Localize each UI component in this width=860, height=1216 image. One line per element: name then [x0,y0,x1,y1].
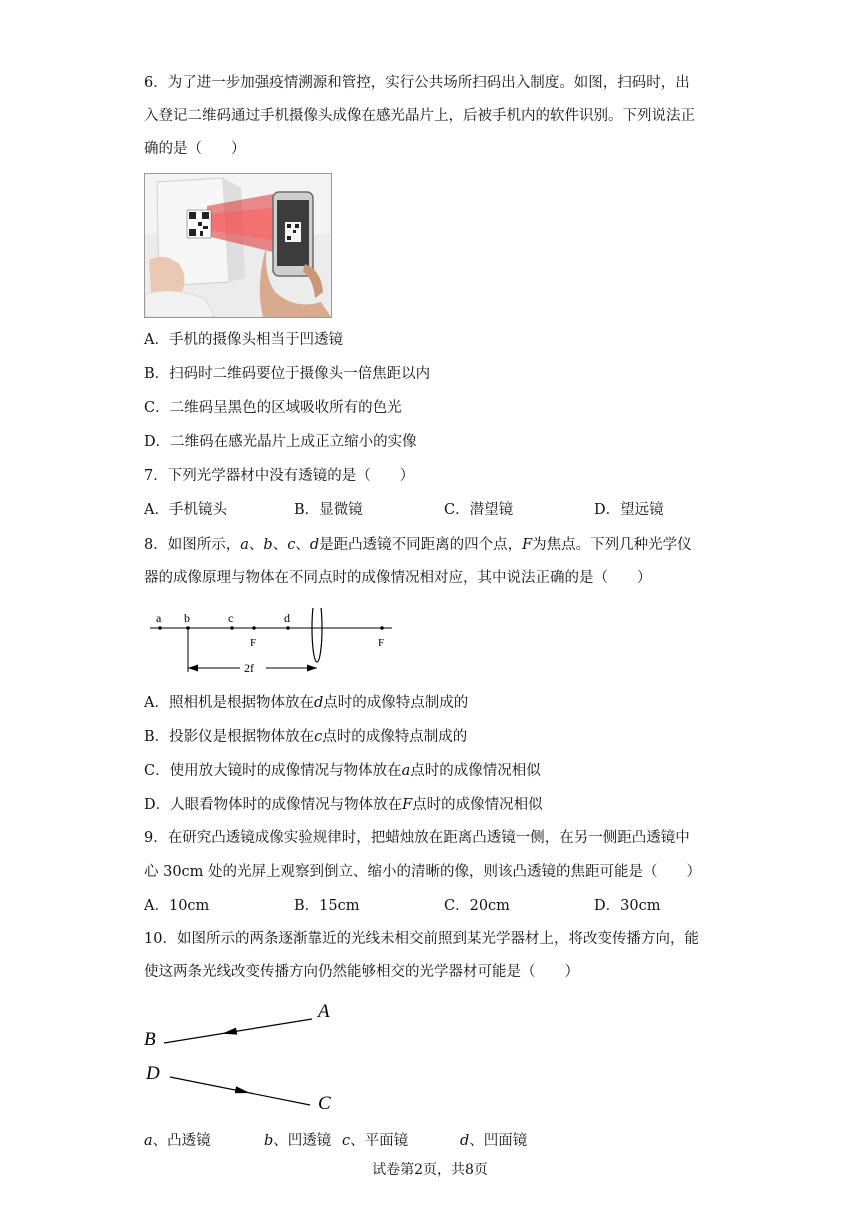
q10-choice-d [460,1131,527,1151]
point-label-F-right: F [378,637,385,649]
qr-scan-illustration [145,174,331,317]
q6-option-d: D．二维码在感光晶片上成正立缩小的实像 [144,434,417,450]
q8-stem-line-1 [144,535,692,555]
q6-stem-line-1: 6．为了进一步加强疫情溯源和管控，实行公共场所扫码出入制度。如图，扫码时，出 [144,75,690,91]
q7-stem: 7．下列光学器材中没有透镜的是（ ） [144,468,415,484]
q10-choice-c-var: c [342,1133,351,1149]
ray-label-D: D [146,1063,160,1084]
q7-option-a: A．手机镜头 [144,502,227,518]
q10-stem-line-1: 10．如图所示的两条逐渐靠近的光线未相交前照到某光学器材上，将改变传播方向，能 [144,931,699,947]
q10-choice-a-var: a [144,1133,153,1149]
lens-points-diagram [144,608,404,688]
point-label-c: c [228,611,234,625]
q8-option-d [144,795,543,815]
qr-scan-photo [144,173,332,318]
lens-diagram-svg [144,608,404,688]
q8-sep-1: 、 [248,537,264,553]
q8-option-d-var: F [402,797,413,813]
q8-var-d: d [309,537,320,553]
q8-option-d-post: 点时的成像情况相似 [412,797,543,813]
q8-option-a [144,693,468,713]
q8-option-b [144,727,467,747]
point-label-d: d [284,611,290,625]
converging-rays-diagram [140,995,340,1117]
q10-choice-c [342,1131,408,1151]
q8-option-b-post: 点时的成像特点制成的 [322,729,468,745]
q8-option-c [144,761,541,781]
q10-stem-line-2: 使这两条光线改变传播方向仍然能够相交的光学器材可能是（ ） [144,964,579,980]
point-label-F-left: F [250,637,257,649]
ray-label-A: A [318,1001,330,1022]
q9-option-a: A．10cm [144,898,210,914]
q9-option-c: C．20cm [444,898,510,914]
q8-var-a: a [240,537,249,553]
q8-option-b-var: c [314,729,323,745]
q10-choice-b-text: 、凹透镜 [273,1133,332,1149]
q8-option-a-pre: A．照相机是根据物体放在 [144,695,314,711]
q8-option-c-pre: C．使用放大镜时的成像情况与物体放在 [144,763,402,779]
q8-option-c-var: a [401,763,411,779]
q7-option-b: B．显微镜 [294,502,363,518]
q6-option-b: B．扫码时二维码要位于摄像头一倍焦距以内 [144,366,431,382]
q8-stem-text-1: 8．如图所示， [144,537,241,553]
q10-choice-c-text: 、平面镜 [350,1133,409,1149]
q8-option-a-var: d [313,695,324,711]
q10-choice-d-var: d [460,1133,470,1149]
q8-stem-text-3: 为焦点。下列几种光学仪 [532,537,692,553]
q8-sep-2: 、 [272,537,288,553]
q9-option-b: B．15cm [294,898,360,914]
q9-stem-line-2: 心 30cm 处的光屏上观察到倒立、缩小的清晰的像，则该凸透镜的焦距可能是（ ） [144,864,702,880]
q10-choice-b [264,1131,331,1151]
q6-stem-line-3: 确的是（ ） [144,141,246,157]
q7-option-d: D．望远镜 [594,502,664,518]
q8-option-d-pre: D．人眼看物体时的成像情况与物体放在 [144,797,403,813]
q8-option-c-post: 点时的成像情况相似 [410,763,541,779]
q10-choice-d-text: 、凹面镜 [469,1133,528,1149]
ray-label-B: B [144,1029,156,1050]
q8-var-b: b [263,537,273,553]
q8-stem-line-2: 器的成像原理与物体在不同点时的成像情况相对应，其中说法正确的是（ ） [144,570,652,586]
point-label-a: a [156,611,162,625]
q10-choice-a-text: 、凸透镜 [152,1133,211,1149]
q8-var-F: F [522,537,533,553]
q8-stem-text-2: 是距凸透镜不同距离的四个点， [319,537,523,553]
q8-option-b-pre: B．投影仪是根据物体放在 [144,729,315,745]
ray-label-C: C [318,1093,331,1114]
q9-option-d: D．30cm [594,898,661,914]
q10-choice-b-var: b [264,1133,274,1149]
q7-option-c: C．潜望镜 [444,502,514,518]
q8-option-a-post: 点时的成像特点制成的 [323,695,469,711]
q6-option-a: A．手机的摄像头相当于凹透镜 [144,332,343,348]
page-footer: 试卷第2页，共8页 [372,1162,488,1178]
point-label-b: b [184,611,190,625]
q6-option-c: C．二维码呈黑色的区域吸收所有的色光 [144,400,402,416]
q10-choice-a [144,1131,211,1151]
q8-var-c: c [287,537,296,553]
span-label-2f: 2f [244,661,254,675]
q8-sep-3: 、 [295,537,310,553]
rays-diagram-svg [140,995,340,1117]
q9-stem-line-1: 9．在研究凸透镜成像实验规律时，把蜡烛放在距离凸透镜一侧，在另一侧距凸透镜中 [144,830,690,846]
q6-stem-line-2: 入登记二维码通过手机摄像头成像在感光晶片上，后被手机内的软件识别。下列说法正 [144,108,695,124]
